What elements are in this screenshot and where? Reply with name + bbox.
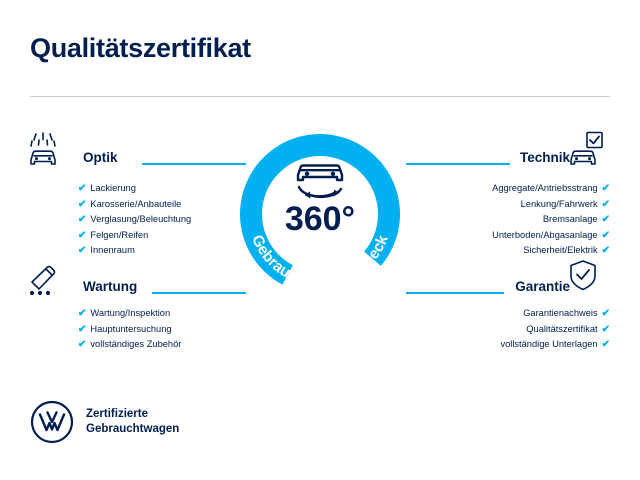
list-item [78, 212, 191, 228]
list-item-label: Unterboden/Abgasanlage [492, 229, 598, 240]
list-item-label: Qualitätszertifikat [526, 323, 598, 334]
footer-brand [30, 400, 179, 444]
vw-logo-icon [30, 400, 74, 444]
list-item [500, 306, 610, 322]
section-heading-technik: Technik [519, 150, 570, 165]
check-icon: ✔ [78, 183, 87, 194]
list-item [78, 197, 191, 213]
check-icon: ✔ [601, 308, 610, 319]
check-icon: ✔ [601, 229, 610, 241]
footer-line-2: Gebrauchtwagen [86, 423, 180, 435]
check-icon: ✔ [78, 198, 87, 210]
check-icon: ✔ [78, 245, 87, 256]
list-item [500, 322, 610, 338]
technik-heading-rule [406, 163, 510, 165]
list-item-label: Bremsanlage [542, 214, 598, 224]
car-wash-icon [28, 131, 72, 176]
list-item [492, 243, 610, 259]
list-item-label: Hauptuntersuchung [90, 323, 172, 334]
list-item-label: Lackierung [90, 183, 136, 193]
check-icon: ✔ [601, 198, 610, 210]
list-item-label: Verglasung/Beleuchtung [90, 214, 192, 224]
list-item-label: Garantienachweis [523, 308, 598, 318]
list-item-label: vollständige Unterlagen [500, 339, 598, 349]
title-divider [30, 96, 610, 97]
optik-feature-list [78, 181, 191, 259]
car-check-icon [568, 131, 612, 176]
section-heading-garantie: Garantie [515, 279, 570, 294]
check-icon: ✔ [601, 214, 610, 225]
check-icon: ✔ [601, 245, 610, 256]
check-icon: ✔ [601, 339, 610, 350]
list-item-label: Innenraum [90, 245, 135, 255]
wartung-feature-list [78, 306, 181, 353]
footer-text [86, 407, 179, 437]
service-tool-icon [28, 260, 72, 305]
list-item-label: Karosserie/Anbauteile [90, 198, 182, 209]
check-icon: ✔ [78, 339, 87, 350]
list-item [78, 306, 181, 322]
list-item [492, 181, 610, 197]
footer-line-1: Zertifizierte [86, 408, 148, 420]
section-heading-optik: Optik [83, 150, 118, 165]
section-heading-wartung: Wartung [83, 279, 138, 294]
garantie-feature-list [500, 306, 610, 353]
list-item-label: vollständiges Zubehör [90, 339, 182, 349]
list-item [492, 228, 610, 244]
technik-feature-list [492, 181, 610, 259]
list-item [78, 322, 181, 338]
list-item-label: Aggregate/Antriebsstrang [492, 183, 598, 193]
list-item [500, 337, 610, 353]
list-item-label: Lenkung/Fahrwerk [520, 198, 598, 209]
list-item-label: Sicherheit/Elektrik [523, 245, 598, 255]
badge-center-label: 360° [284, 200, 356, 238]
360-check-badge [228, 122, 412, 306]
list-item [78, 181, 191, 197]
list-item [492, 197, 610, 213]
list-item-label: Felgen/Reifen [90, 229, 149, 240]
list-item [78, 337, 181, 353]
list-item-label: Wartung/Inspektion [90, 308, 171, 318]
badge-ring-label: Gebrauchtwagen-Check [248, 232, 392, 291]
page-title: Qualitätszertifikat [30, 33, 251, 63]
shield-check-icon [568, 258, 612, 303]
list-item [78, 243, 191, 259]
check-icon: ✔ [601, 323, 610, 335]
list-item [492, 212, 610, 228]
garantie-heading-rule [406, 292, 504, 294]
check-icon: ✔ [601, 183, 610, 194]
check-icon: ✔ [78, 229, 87, 241]
check-icon: ✔ [78, 323, 87, 335]
check-icon: ✔ [78, 214, 87, 225]
list-item [78, 228, 191, 244]
check-icon: ✔ [78, 308, 87, 319]
